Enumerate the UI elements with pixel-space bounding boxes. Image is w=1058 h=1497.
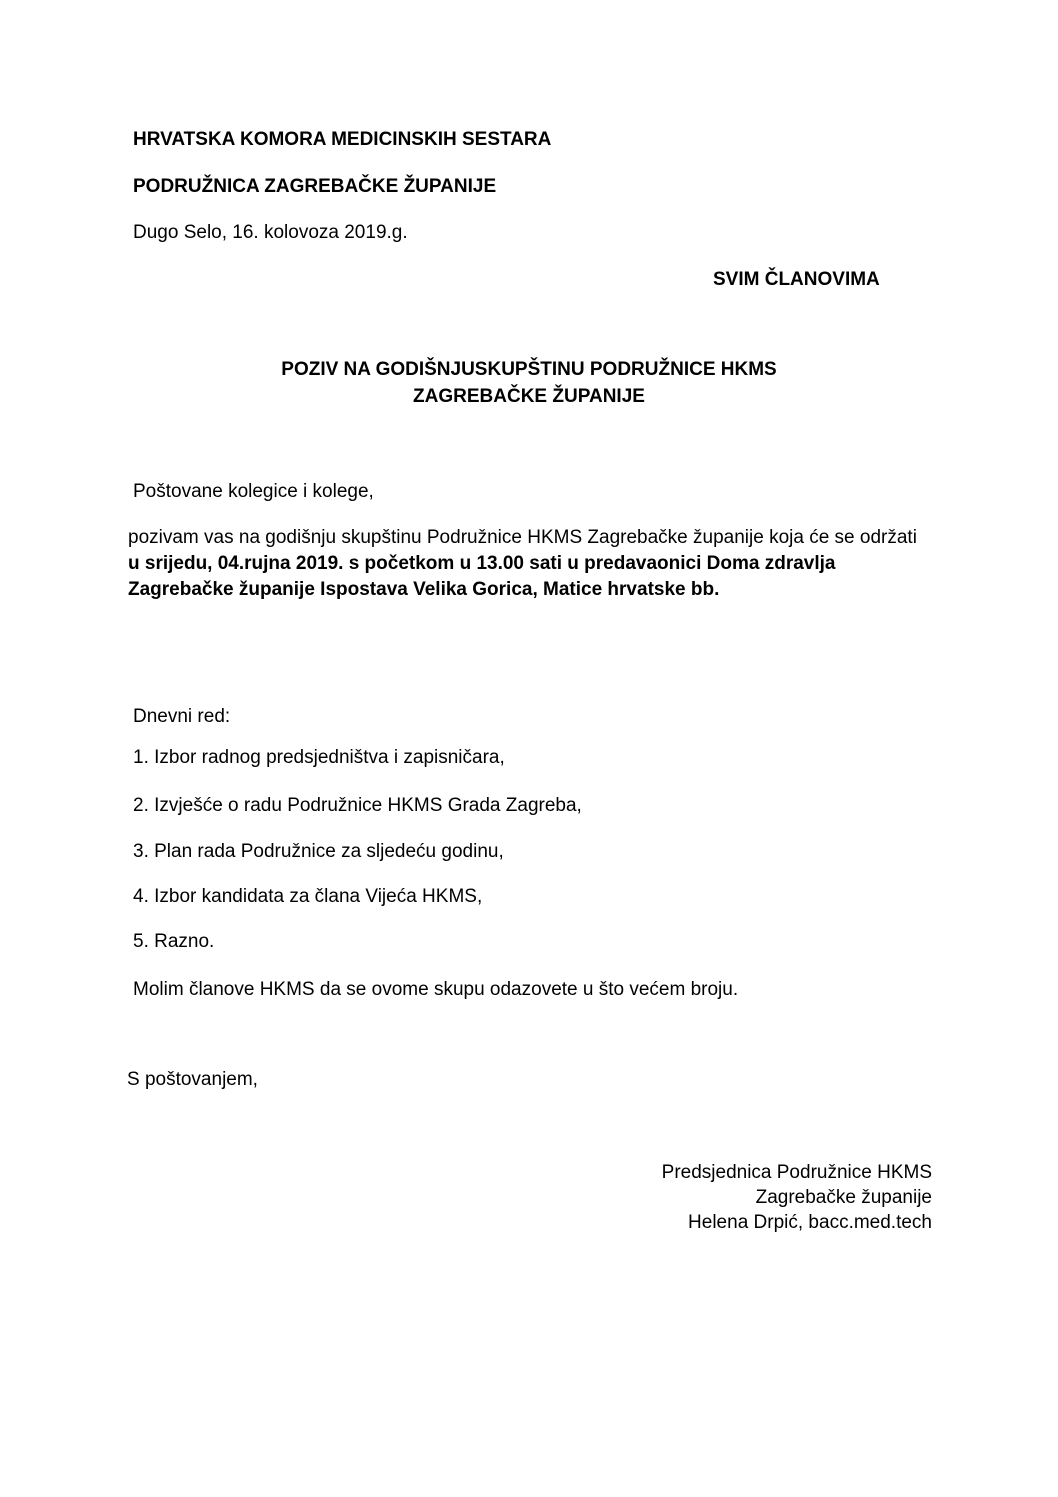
agenda-item: 5. Razno. <box>133 931 215 952</box>
title-line-1: POZIV NA GODIŠNJUSKUPŠTINU PODRUŽNICE HKMS <box>281 359 777 380</box>
invitation-paragraph <box>128 525 918 603</box>
signature-name: Helena Drpić, bacc.med.tech <box>688 1212 932 1233</box>
place-date: Dugo Selo, 16. kolovoza 2019.g. <box>133 222 408 243</box>
signature-county: Zagrebačke županije <box>755 1187 932 1208</box>
organization-name: HRVATSKA KOMORA MEDICINSKIH SESTARA <box>133 129 552 150</box>
agenda-item: 2. Izvješće o radu Podružnice HKMS Grada Zagreba, <box>133 795 582 816</box>
agenda-item: 3. Plan rada Podružnice za sljedeću godinu, <box>133 841 504 862</box>
agenda-heading: Dnevni red: <box>133 706 231 727</box>
signature-title: Predsjednica Podružnice HKMS <box>661 1162 932 1183</box>
closing-request: Molim članove HKMS da se ovome skupu odazovete u što većem broju. <box>133 979 739 1000</box>
title-line-2: ZAGREBAČKE ŽUPANIJE <box>413 386 645 407</box>
recipient: SVIM ČLANOVIMA <box>713 269 880 290</box>
invitation-text: pozivam vas na godišnju skupštinu Podružnice HKMS Zagrebačke županije koja će se održati <box>128 527 917 548</box>
branch-name: PODRUŽNICA ZAGREBAČKE ŽUPANIJE <box>133 176 497 197</box>
salutation: S poštovanjem, <box>127 1069 258 1090</box>
meeting-details: u srijedu, 04.rujna 2019. s početkom u 13.00 sati u predavaonici Doma zdravlja Zagrebačke županije Ispostava Velika Gorica, Matice hrvatske bb. <box>128 553 836 600</box>
signature-block <box>662 1160 932 1235</box>
greeting: Poštovane kolegice i kolege, <box>133 481 374 502</box>
agenda-item: 4. Izbor kandidata za člana Vijeća HKMS, <box>133 886 483 907</box>
agenda-item: 1. Izbor radnog predsjedništva i zapisničara, <box>133 747 505 768</box>
